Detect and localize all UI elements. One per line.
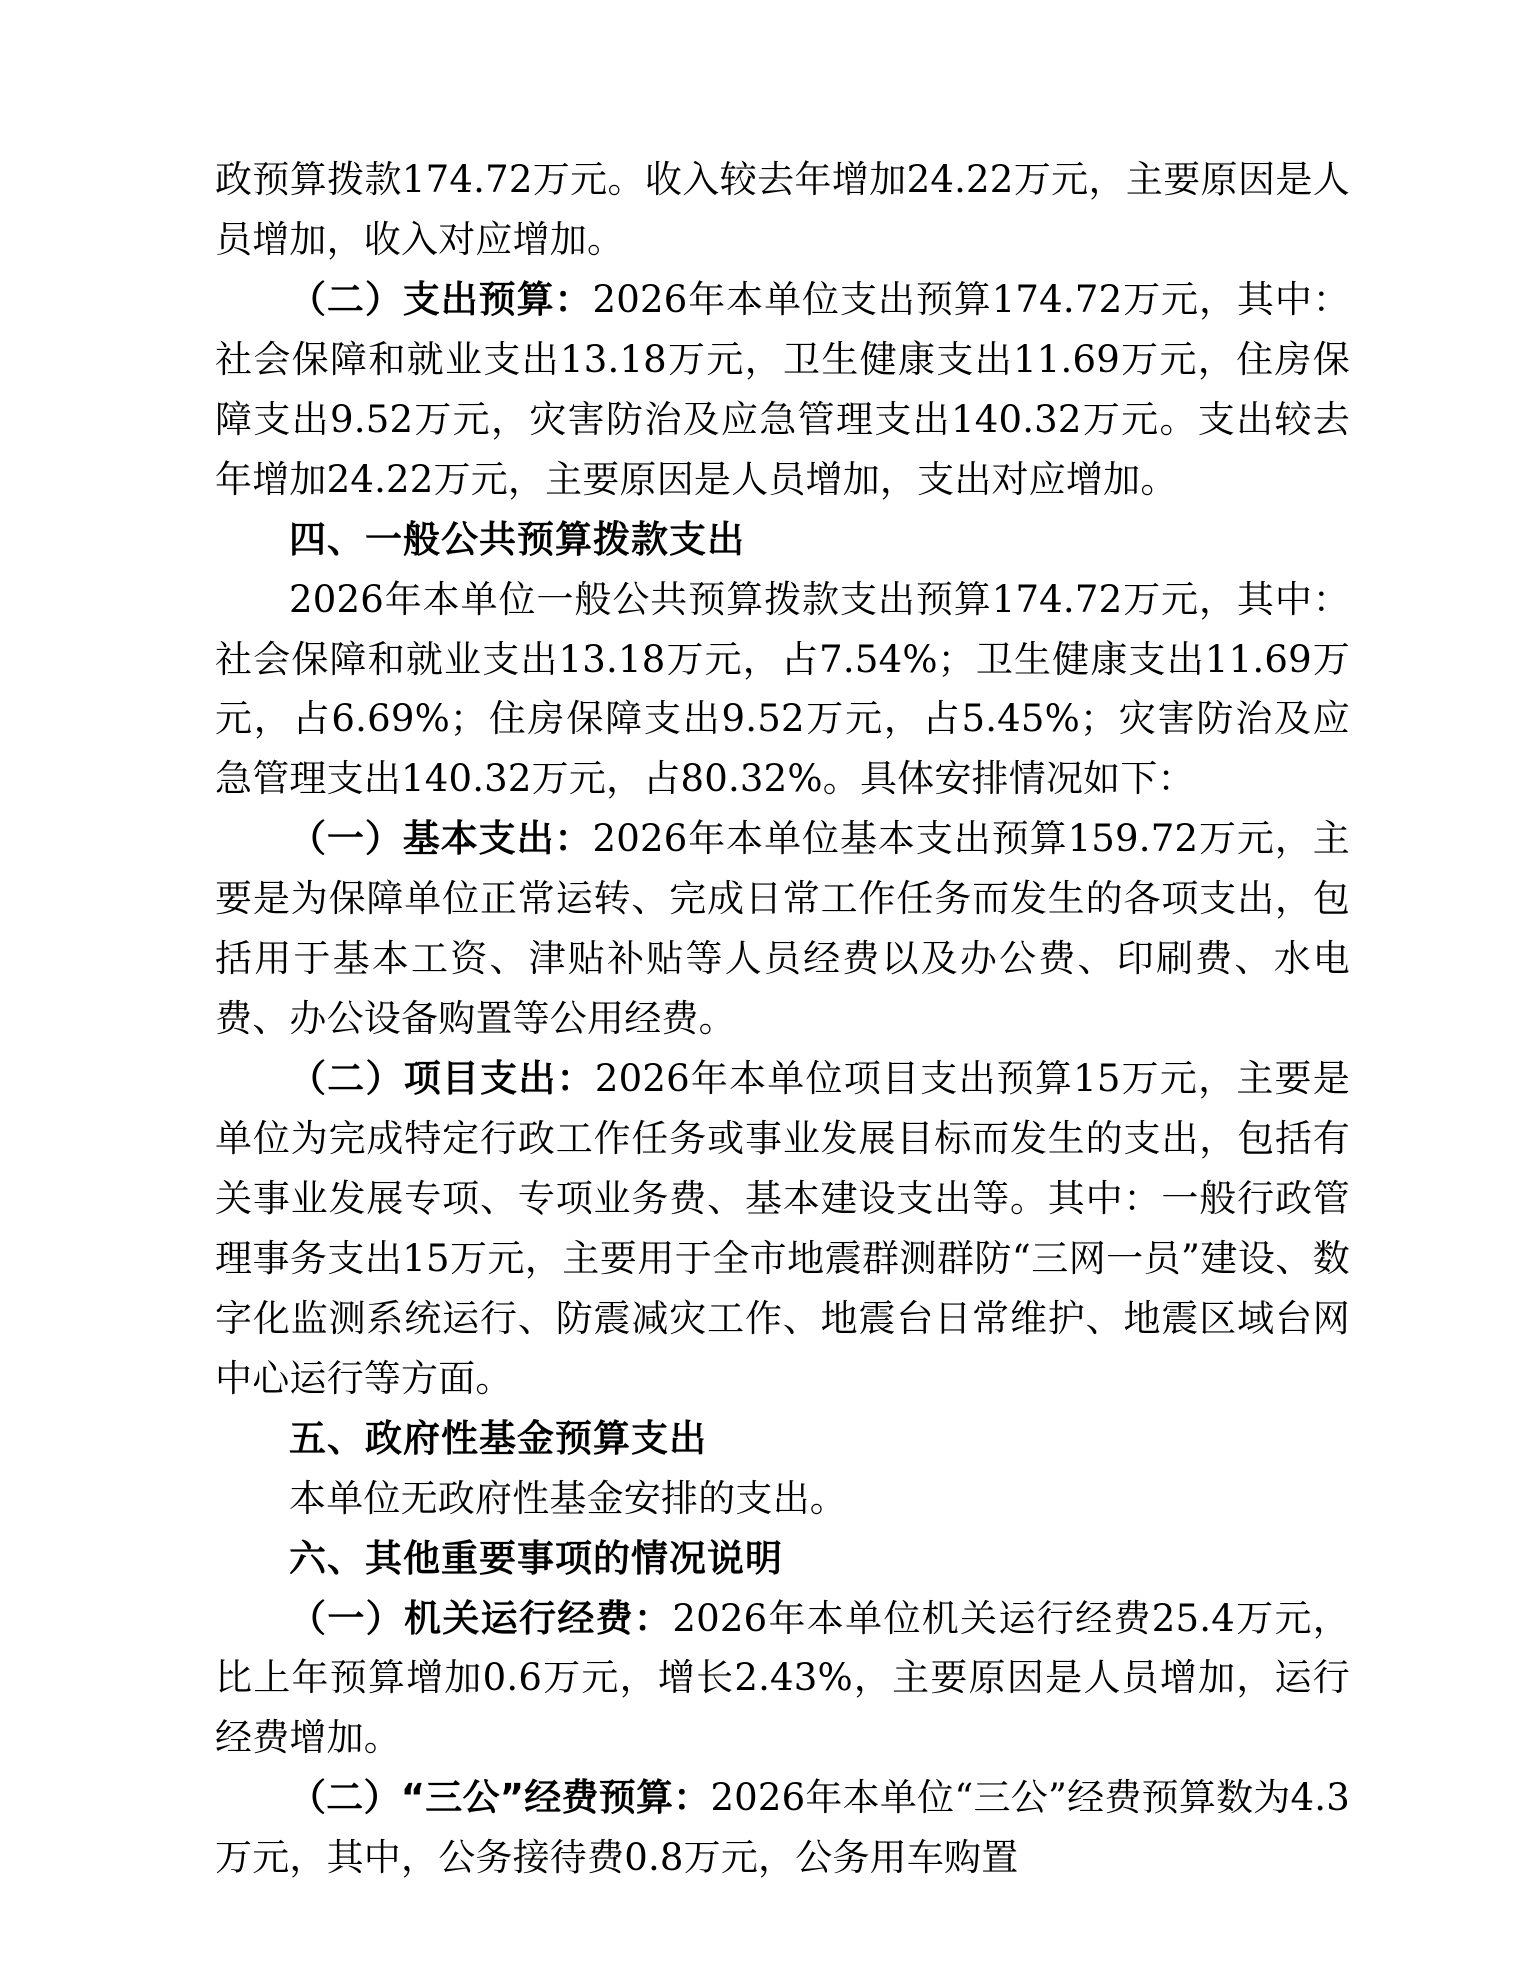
paragraph-operating-expenses: [215, 1589, 1350, 1769]
heading-section-six: 六、其他重要事项的情况说明: [289, 1536, 783, 1580]
paragraph-project-expenditure: [215, 1049, 1350, 1409]
paragraph-text-three-public-expenses: 2026年本单位“三公”经费预算数为4.3万元，其中，公务接待费0.8万元，公务用车购置: [215, 1776, 1350, 1880]
paragraph-text-expenditure-budget: 2026年本单位支出预算174.72万元，其中：社会保障和就业支出13.18万元，卫生健康支出11.69万元，住房保障支出9.52万元，灾害防治及应急管理支出140.32万元。支出较去年增加24.22万元，主要原因是人员增加，支出对应增加。: [215, 277, 1350, 501]
paragraph-three-public-expenses: [215, 1768, 1350, 1888]
heading-section-five: 五、政府性基金预算支出: [289, 1416, 707, 1460]
paragraph-government-fund: 本单位无政府性基金安排的支出。: [289, 1476, 847, 1520]
paragraph-lead-basic-expenditure: （一）基本支出：: [289, 817, 593, 861]
paragraph-basic-expenditure: [215, 809, 1350, 1049]
paragraph-lead-operating-expenses: （一）机关运行经费：: [289, 1596, 673, 1640]
paragraph-text-operating-expenses: 2026年本单位机关运行经费25.4万元，比上年预算增加0.6万元，增长2.43%，主要原因是人员增加，运行经费增加。: [215, 1596, 1350, 1760]
paragraph-expenditure-budget: [215, 270, 1350, 510]
paragraph-continuation: 政预算拨款174.72万元。收入较去年增加24.22万元，主要原因是人员增加，收入对应增加。: [215, 158, 1350, 261]
paragraph-lead-three-public-expenses: （二）“三公”经费预算：: [289, 1776, 711, 1820]
document-body: [215, 150, 1350, 1888]
paragraph-text-project-expenditure: 2026年本单位项目支出预算15万元，主要是单位为完成特定行政工作任务或事业发展目标而发生的支出，包括有关事业发展专项、专项业务费、基本建设支出等。其中：一般行政管理事务支出15万元，主要用于全市地震群测群防“三网一员”建设、数字化监测系统运行、防震减灾工作、地震台日常维护、地震区域台网中心运行等方面。: [215, 1057, 1350, 1400]
paragraph-text-basic-expenditure: 2026年本单位基本支出预算159.72万元，主要是为保障单位正常运转、完成日常工作任务而发生的各项支出，包括用于基本工资、津贴补贴等人员经费以及办公费、印刷费、水电费、办公设备购置等公用经费。: [215, 817, 1350, 1041]
paragraph-lead-expenditure-budget: （二）支出预算：: [289, 277, 593, 321]
paragraph-lead-project-expenditure: （二）项目支出：: [289, 1057, 595, 1101]
paragraph-general-public-budget: 2026年本单位一般公共预算拨款支出预算174.72万元，其中：社会保障和就业支出13.18万元，占7.54%；卫生健康支出11.69万元，占6.69%；住房保障支出9.52万元，占5.45%；灾害防治及应急管理支出140.32万元，占80.32%。具体安排情况如下：: [215, 577, 1350, 801]
heading-section-four: 四、一般公共预算拨款支出: [289, 517, 745, 561]
